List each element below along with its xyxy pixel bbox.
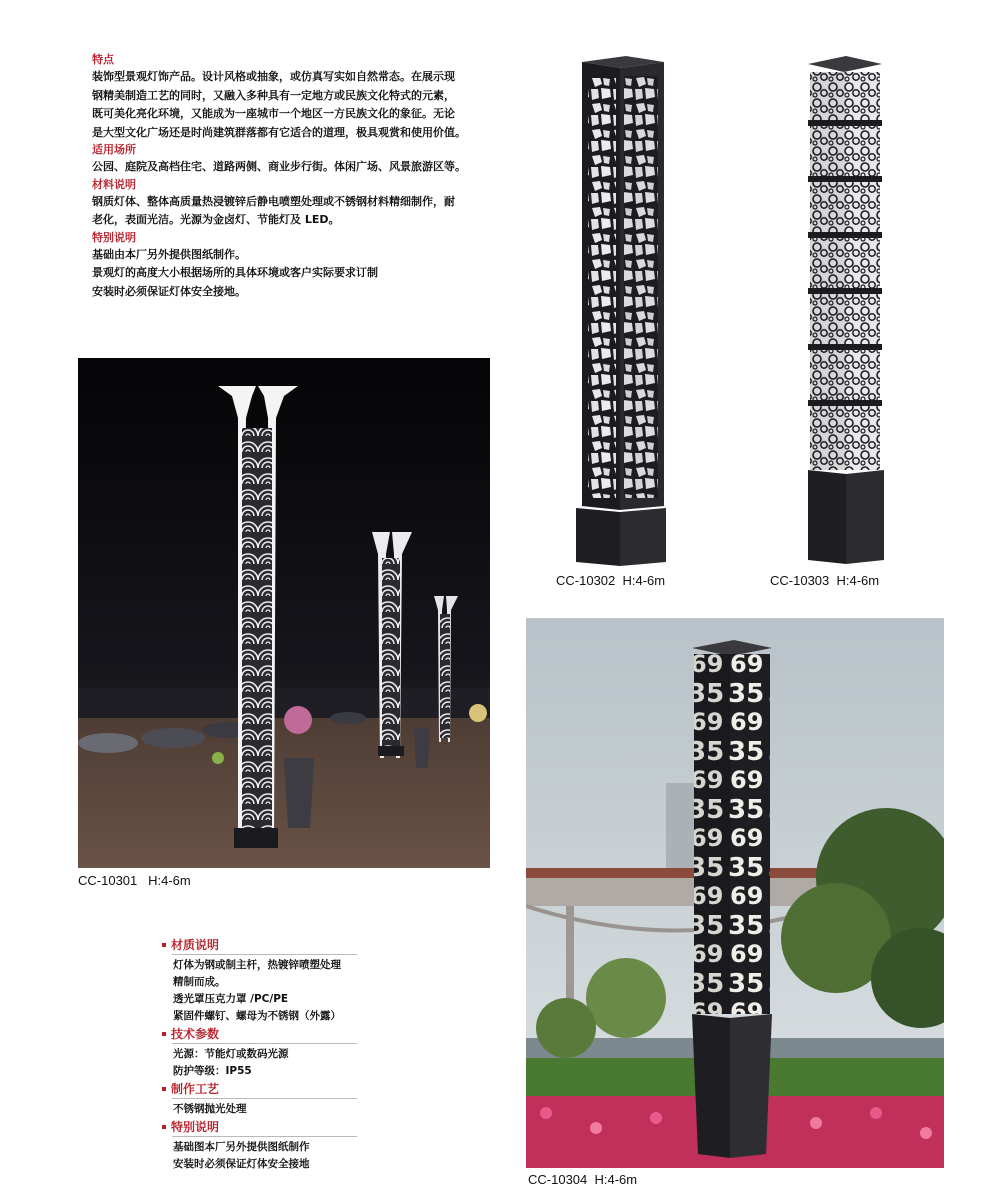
caption-cc10301: CC-10301 H:4-6m <box>78 873 191 888</box>
spec-heading-tech: 技术参数 <box>162 1025 357 1043</box>
spec-row: 精制而成。 <box>173 976 226 988</box>
product-photo-cc10304 <box>526 618 944 1168</box>
spec-row: 灯体为钢或制主杆，热镀锌喷塑处理 <box>173 959 341 971</box>
spec-row: 紧固件螺钉、螺母为不锈钢（外露） <box>173 1010 341 1022</box>
spec-row: 基础图本厂另外提供图纸制作 <box>173 1141 310 1153</box>
divider <box>172 1136 357 1137</box>
section-heading-notes: 特别说明 <box>92 230 136 244</box>
section-heading-features: 特点 <box>92 53 114 66</box>
caption-cc10302: CC-10302 H:4-6m <box>556 573 666 588</box>
spec-row: 不锈钢抛光处理 <box>173 1103 247 1115</box>
divider <box>172 1098 357 1099</box>
section-heading-usage: 适用场所 <box>92 143 136 156</box>
divider <box>172 954 357 955</box>
spec-block <box>162 936 357 1173</box>
spec-heading-material: 材质说明 <box>162 936 357 954</box>
spec-row: 透光罩压克力罩 /PC/PE <box>173 993 289 1005</box>
intro-text-block <box>92 52 502 301</box>
caption-cc10303: CC-10303 H:4-6m <box>770 573 880 588</box>
divider <box>172 1043 357 1044</box>
product-image-cc10303 <box>796 50 896 570</box>
product-image-cc10302 <box>568 50 678 570</box>
product-photo-cc10301 <box>78 358 490 868</box>
section-body-usage: 公园、庭院及高档住宅、道路两侧、商业步行街。体闲广场、风景旅游区等。 <box>92 160 466 173</box>
section-body-material: 钢质灯体、整体高质量热浸镀锌后静电喷塑处理或不锈钢材料精细制作，耐 老化，表面光洁。光源为金卤灯、节能灯及 LED。 <box>92 194 455 226</box>
spec-heading-notes: 特别说明 <box>162 1118 357 1136</box>
section-body-notes: 基础由本厂另外提供图纸制作。 景观灯的高度大小根据场所的具体环境或客户实际要求订制 安装时必须保证灯体安全接地。 <box>92 247 378 298</box>
section-heading-material: 材料说明 <box>92 177 136 191</box>
bullet-icon <box>162 1087 166 1091</box>
bullet-icon <box>162 1125 166 1129</box>
spec-row: 安装时必须保证灯体安全接地 <box>173 1158 310 1170</box>
bullet-icon <box>162 943 166 947</box>
spec-row: 防护等级：IP55 <box>173 1065 252 1077</box>
bullet-icon <box>162 1032 166 1036</box>
section-body-features: 装饰型景观灯饰产品。设计风格或抽象，或仿真写实如自然常态。在展示现 钢精美制造工艺的同时，又融入多种具有一定地方或民族文化特式的元素， 既可美化亮化环境，又能成为一座城市一个地区一方民族文化的象征。无论 是大型文化广场还是时尚建筑群落都有它适合的道理，极具观赏和使用价值。 <box>92 70 466 139</box>
caption-cc10304: CC-10304 H:4-6m <box>528 1172 638 1187</box>
spec-row: 光源：节能灯或数码光源 <box>173 1048 289 1060</box>
spec-heading-craft: 制作工艺 <box>162 1080 357 1098</box>
